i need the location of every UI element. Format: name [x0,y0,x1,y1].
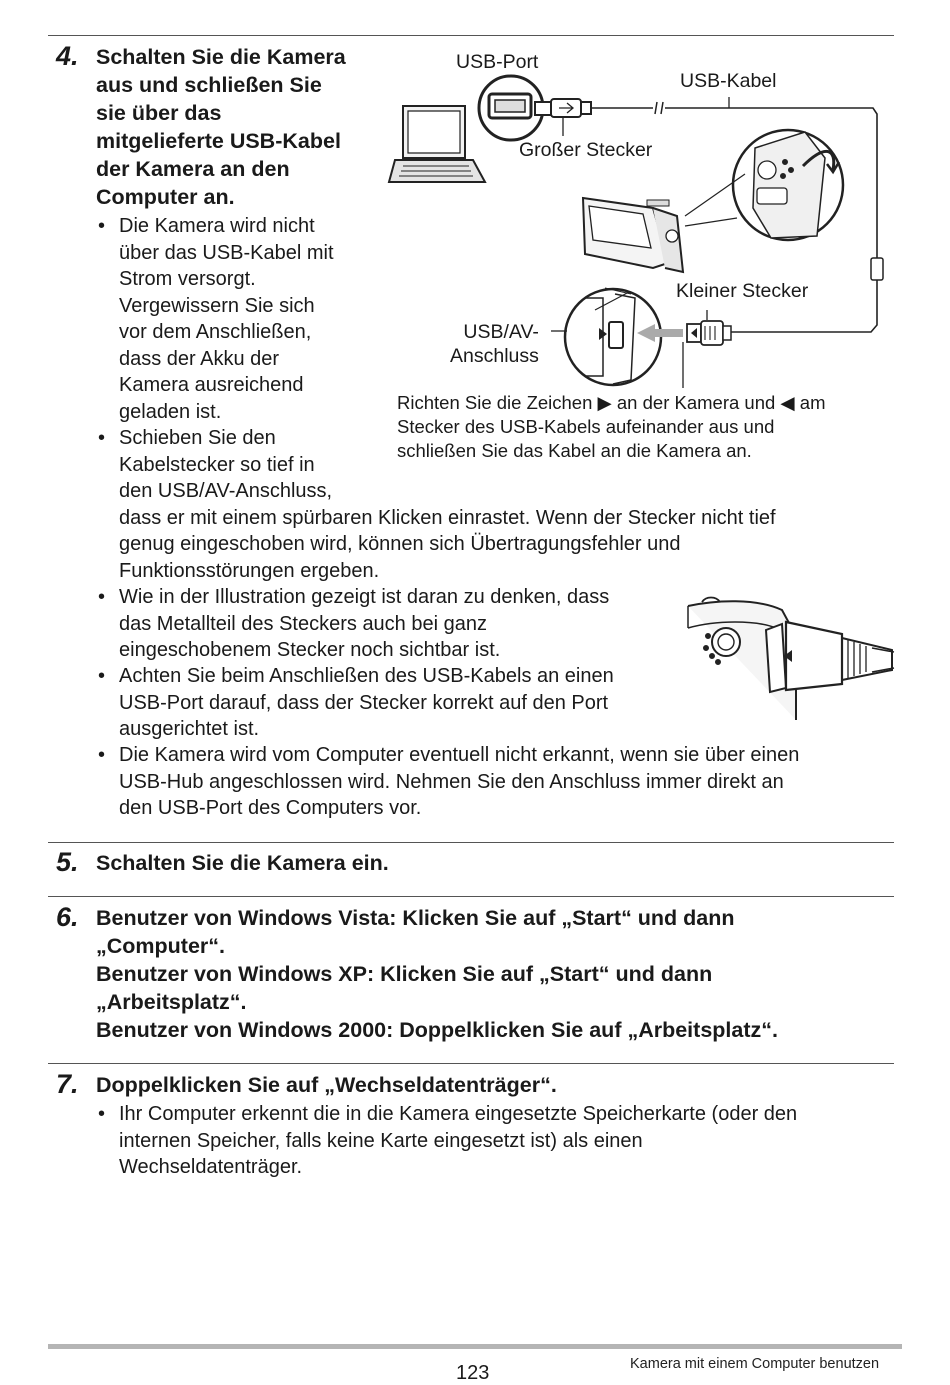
bullet-text: Die Kamera wird nicht über das USB-Kabel mit Strom versorgt. Vergewissern Sie sich vor dem Anschließen, dass der Akku der Kamera ausreichend geladen ist. [119,215,334,423]
bullet-mark: • [98,665,106,687]
ferrite-core-icon [871,258,883,280]
large-plug-icon [535,99,591,117]
step-7-rule [48,1063,894,1064]
usb-cable-label: USB-Kabel [680,70,777,92]
laptop-icon [389,106,485,182]
top-rule [48,35,894,36]
usb-port-label: USB-Port [456,51,539,73]
bullet-mark: • [98,1103,106,1125]
usb-av-port-label: USB/AV- Anschluss [450,321,539,367]
bullet-text: Wie in der Illustration gezeigt ist daran zu denken, dass das Metallteil des Steckers auch bei ganz eingeschobenem Stecker noch sichtbar ist. [119,586,610,661]
step-4-number: 4. [56,41,79,71]
bullet-text: Schieben Sie den Kabelstecker so tief in den USB/AV-Anschluss, dass er mit einem spürbaren Klicken einrastet. Wenn der Stecker nicht tief genug eingeschoben wird, können sich Übertragungsfehler und Funktionsstörungen ergeben. [119,427,776,582]
bullet-mark: • [98,744,106,766]
diagram-caption: Richten Sie die Zeichen ▶ an der Kamera und ◀ am Stecker des USB-Kabels aufeinander aus und schließen Sie das Kabel an die Kamera an. [397,392,826,461]
bullet-mark: • [98,215,106,237]
step-7-number: 7. [56,1069,79,1099]
footer-section-title: Kamera mit einem Computer benutzen [630,1356,880,1372]
large-plug-label: Großer Stecker [519,139,653,161]
bullet-text: Ihr Computer erkennt die in die Kamera eingesetzte Speicherkarte (oder den internen Speicher, falls keine Karte eingesetzt ist) als einen Wechseldatenträger. [119,1103,798,1178]
step-6-heading: Benutzer von Windows Vista: Klicken Sie auf „Start“ und dann „Computer“. Benutzer von Windows XP: Klicken Sie auf „Start“ und dann „Arbeitsplatz“. Benutzer von Windows 2000: Doppelklicken Sie auf „Arbeitsplatz“. [96,906,778,1042]
bullet-text: Die Kamera wird vom Computer eventuell nicht erkannt, wenn sie über einen USB-Hub angeschlossen wird. Nehmen Sie den Anschluss immer direkt an den USB-Port des Computers vor. [119,744,800,819]
step-4-heading: Schalten Sie die Kamera aus und schließen Sie sie über das mitgelieferte USB-Kabel der Kamera an den Computer an. [96,45,346,209]
step-6-number: 6. [56,902,79,932]
bullet-text: Achten Sie beim Anschließen des USB-Kabels an einen USB-Port darauf, dass der Stecker korrekt auf den Port ausgerichtet ist. [119,665,614,740]
small-plug-icon [687,321,731,345]
step-5-heading: Schalten Sie die Kamera ein. [96,851,389,875]
step-7-heading: Doppelklicken Sie auf „Wechseldatenträger“. [96,1073,557,1097]
step-6-rule [48,896,894,897]
step-5-number: 5. [56,847,79,877]
camera-icon [583,198,683,272]
step-5-rule [48,842,894,843]
page-number: 123 [456,1362,490,1384]
bullet-mark: • [98,427,106,449]
bullet-mark: • [98,586,106,608]
footer-bar [48,1344,902,1349]
plug-closeup-illustration [686,592,896,722]
small-plug-label: Kleiner Stecker [676,280,809,302]
